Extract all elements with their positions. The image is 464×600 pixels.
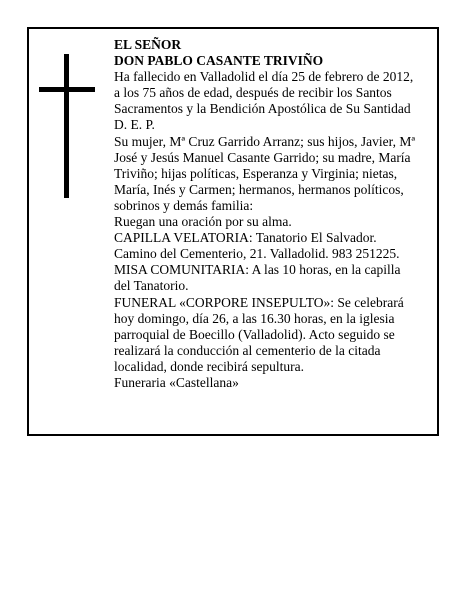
notice-text: [114, 37, 426, 391]
notice-heading: EL SEÑOR: [114, 37, 182, 52]
notice-line: Su mujer, Mª Cruz Garrido Arranz; sus hijos, Javier, Mª: [114, 133, 416, 149]
notice-line: Camino del Cementerio, 21. Valladolid. 983 251225.: [114, 246, 400, 262]
notice-line: Sacramentos y la Bendición Apostólica de Su Santidad: [114, 101, 411, 117]
notice-line: del Tanatorio.: [114, 278, 189, 294]
notice-line: CAPILLA VELATORIA: Tanatorio El Salvador.: [114, 230, 377, 246]
cross-horizontal-bar: [39, 87, 95, 92]
notice-line: hoy domingo, día 26, a las 16.30 horas, en la iglesia: [114, 310, 395, 326]
notice-line: Triviño; hijas políticas, Esperanza y Virginia; nietas,: [114, 165, 398, 181]
notice-line: Ha fallecido en Valladolid el día 25 de febrero de 2012,: [114, 69, 414, 85]
notice-line: sobrinos y demás familia:: [114, 197, 254, 213]
notice-line: realizará la conducción al cementerio de la citada: [114, 342, 381, 358]
cross-vertical-bar: [64, 54, 69, 198]
notice-line: MISA COMUNITARIA: A las 10 horas, en la capilla: [114, 262, 401, 278]
notice-line: Ruegan una oración por su alma.: [114, 214, 292, 230]
notice-line: parroquial de Boecillo (Valladolid). Acto seguido se: [114, 326, 395, 342]
deceased-name: DON PABLO CASANTE TRIVIÑO: [114, 53, 324, 69]
notice-line: José y Jesús Manuel Casante Garrido; su madre, María: [114, 149, 411, 165]
notice-line: D. E. P.: [114, 117, 155, 133]
notice-line: María, Inés y Carmen; hermanos, hermanos políticos,: [114, 181, 404, 197]
notice-line: a los 75 años de edad, después de recibir los Santos: [114, 85, 392, 101]
notice-line: FUNERAL «CORPORE INSEPULTO»: Se celebrará: [114, 294, 404, 310]
notice-line: Funeraria «Castellana»: [114, 374, 239, 390]
notice-line: localidad, donde recibirá sepultura.: [114, 358, 305, 374]
